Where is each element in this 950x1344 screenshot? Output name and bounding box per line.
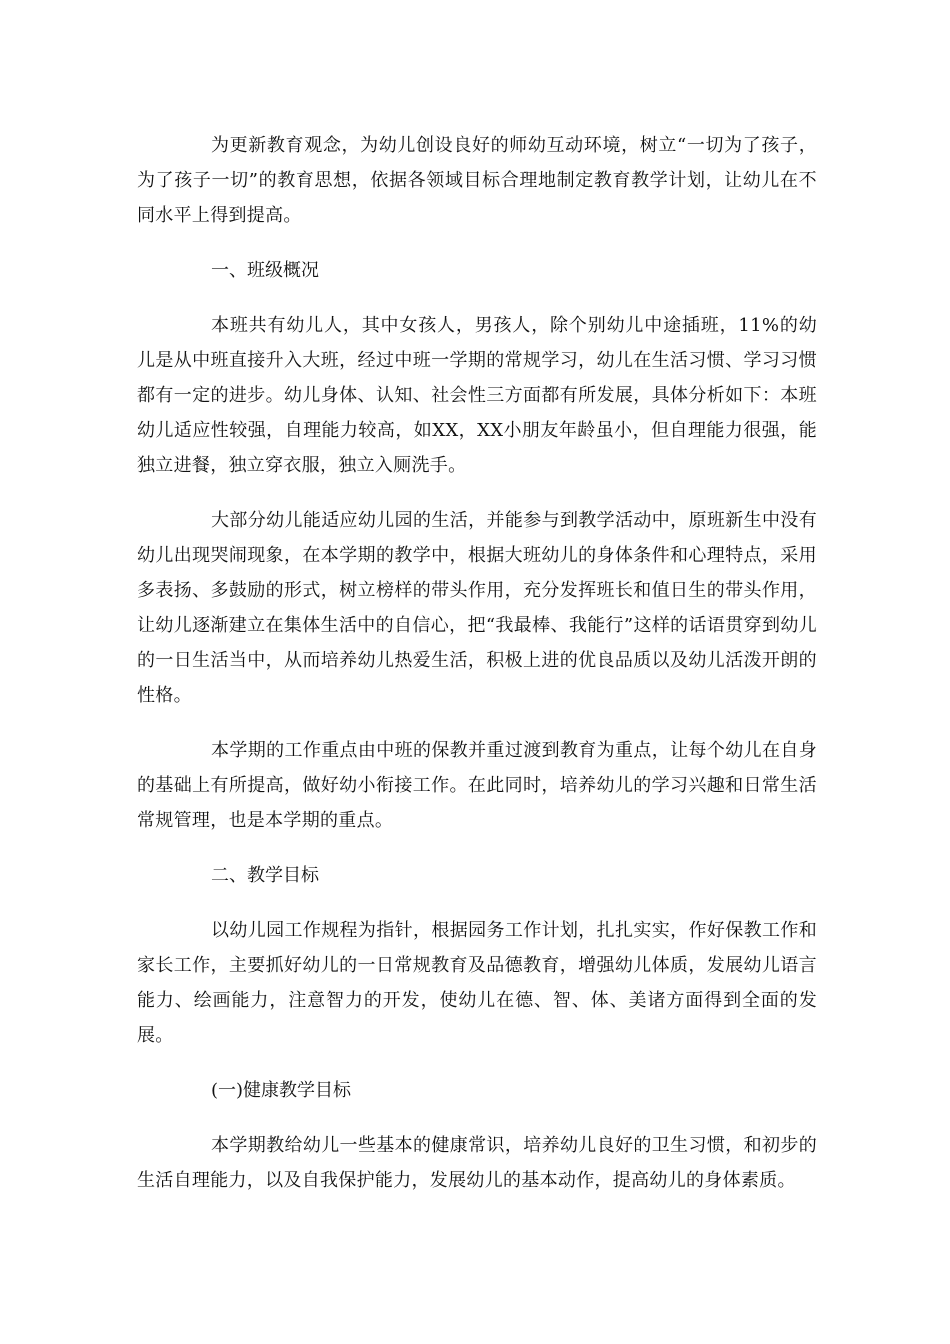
adaptation-paragraph: 大部分幼儿能适应幼儿园的生活，并能参与到教学活动中，原班新生中没有幼儿出现哭闹现象，在本学期的教学中，根据大班幼儿的身体条件和心理特点，采用多表扬、多鼓励的形式，树立榜样的带头作用，充分发挥班长和值日生的带头作用，让幼儿逐渐建立在集体生活中的自信心，把“我最棒、我能行”这样的话语贯穿到幼儿的一日生活当中，从而培养幼儿热爱生活，积极上进的优良品质以及幼儿活泼开朗的性格。 [137, 510, 817, 706]
section-heading-teaching-goals: 二、教学目标 [211, 865, 319, 886]
intro-paragraph: 为更新教育观念，为幼儿创设良好的师幼互动环境，树立“一切为了孩子，为了孩子一切”的教育思想，依据各领域目标合理地制定教育教学计划，让幼儿在不同水平上得到提高。 [137, 135, 817, 226]
teaching-goals-paragraph: 以幼儿园工作规程为指针，根据园务工作计划，扎扎实实，作好保教工作和家长工作，主要抓好幼儿的一日常规教育及品德教育，增强幼儿体质，发展幼儿语言能力、绘画能力，注意智力的开发，使幼儿在德、智、体、美诸方面得到全面的发展。 [137, 920, 817, 1046]
class-overview-paragraph: 本班共有幼儿人，其中女孩人，男孩人，除个别幼儿中途插班，11%的幼儿是从中班直接升入大班，经过中班一学期的常规学习，幼儿在生活习惯、学习习惯都有一定的进步。幼儿身体、认知、社会性三方面都有所发展，具体分析如下：本班幼儿适应性较强，自理能力较高，如XX，XX小朋友年龄虽小，但自理能力很强，能独立进餐，独立穿衣服，独立入厕洗手。 [137, 315, 817, 476]
health-goals-paragraph: 本学期教给幼儿一些基本的健康常识，培养幼儿良好的卫生习惯，和初步的生活自理能力，以及自我保护能力，发展幼儿的基本动作，提高幼儿的身体素质。 [137, 1135, 817, 1191]
section-heading-class-overview: 一、班级概况 [211, 260, 319, 281]
document-page [137, 128, 817, 1218]
subsection-heading-health-goals: (一)健康教学目标 [211, 1080, 352, 1101]
work-focus-paragraph: 本学期的工作重点由中班的保教并重过渡到教育为重点，让每个幼儿在自身的基础上有所提高，做好幼小衔接工作。在此同时，培养幼儿的学习兴趣和日常生活常规管理，也是本学期的重点。 [137, 740, 817, 831]
